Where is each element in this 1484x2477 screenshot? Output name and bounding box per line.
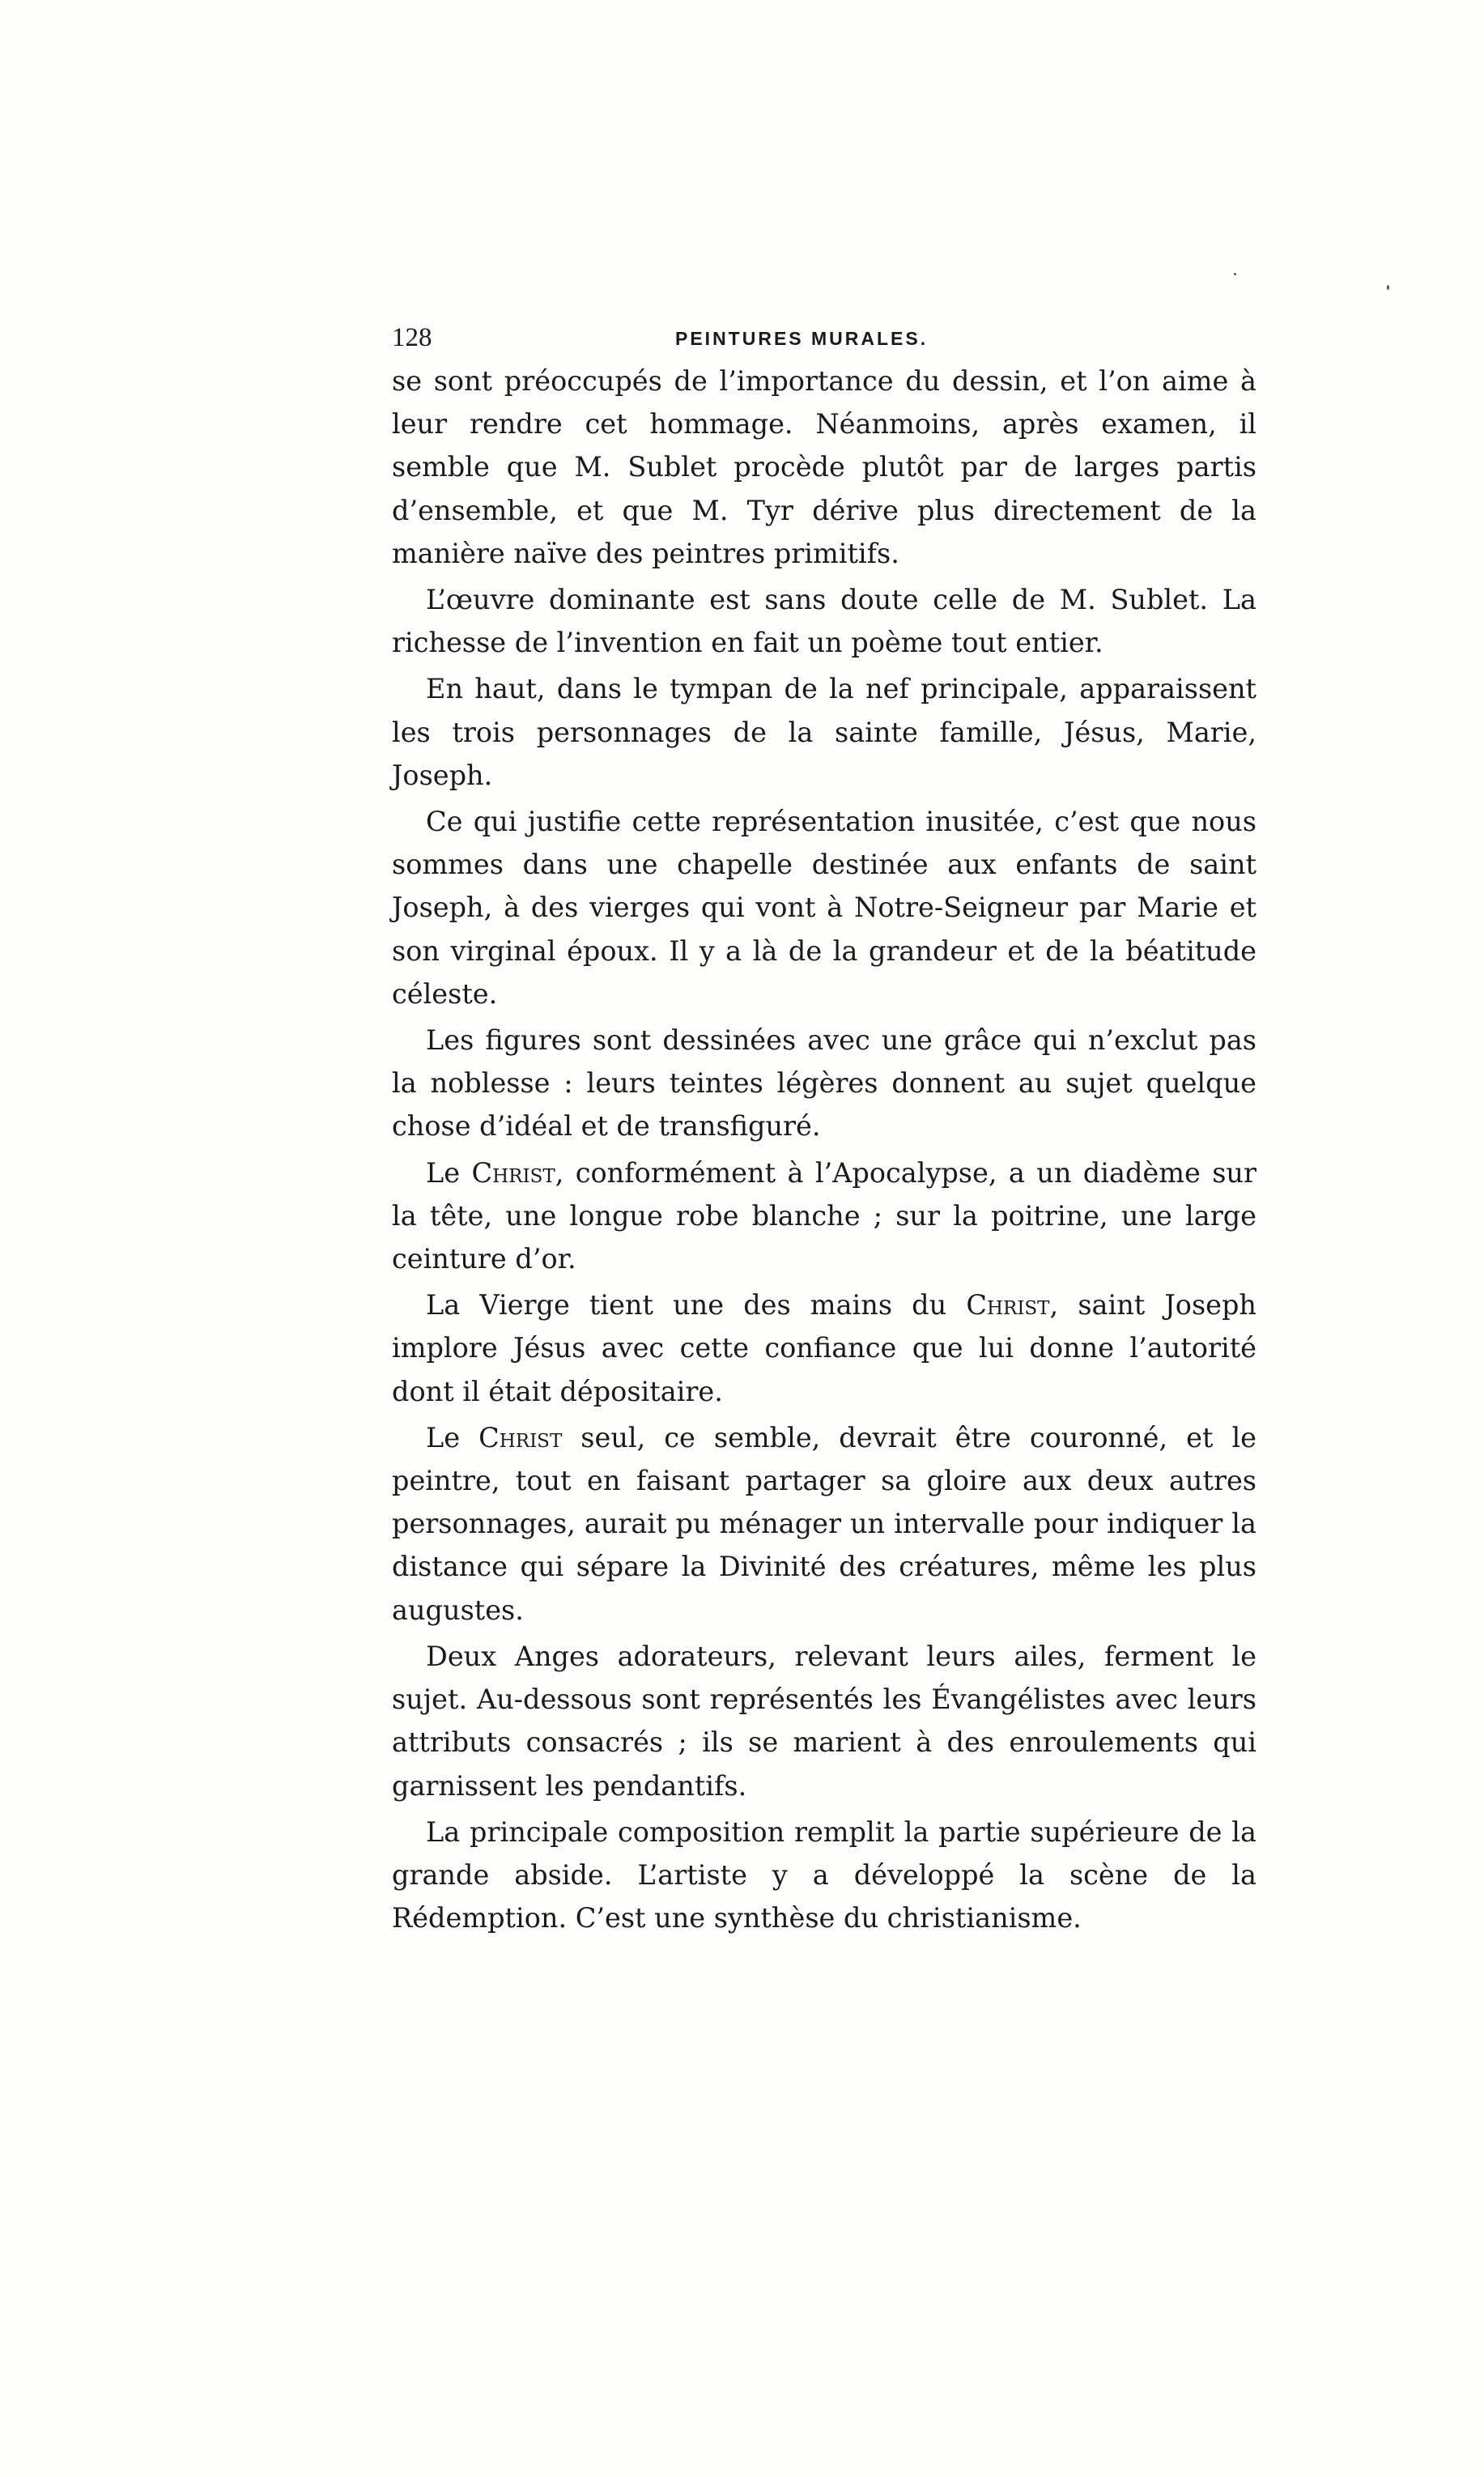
paragraph-text: Le bbox=[426, 1156, 472, 1189]
paragraph-text: seul, ce semble, devrait être couronné, et le peintre, tout en faisant partager sa gloire aux deux autres personnages, aurait pu ménager un intervalle pour indiquer la distance qui sépare la Divinité des créatures, même les plus augustes. bbox=[392, 1421, 1257, 1626]
paragraph bbox=[392, 1283, 1257, 1413]
paragraph: L’œuvre dominante est sans doute celle de M. Sublet. La richesse de l’invention en fait un poème tout entier. bbox=[392, 584, 1257, 659]
paragraph: se sont préoccupés de l’importance du dessin, et l’on aime à leur rendre cet hommage. Néanmoins, après examen, il semble que M. Sublet procède plutôt par de larges partis d’ensemble, et que M. Tyr dérive plus directement de la manière naïve des peintres primitifs. bbox=[392, 365, 1257, 569]
paper-speck bbox=[1234, 273, 1236, 275]
paragraph: Les figures sont dessinées avec une grâce qui n’exclut pas la noblesse : leurs teintes légères donnent au sujet quelque chose d’idéal et de transfiguré. bbox=[392, 1024, 1257, 1143]
christ-small-caps: Christ bbox=[471, 1156, 555, 1189]
paragraph-text: La Vierge tient une des mains du bbox=[426, 1289, 967, 1321]
paragraph-text: Le bbox=[426, 1421, 479, 1453]
running-title: PEINTURES MURALES. bbox=[675, 328, 929, 349]
page-text-block bbox=[392, 319, 1257, 1939]
christ-small-caps: Christ bbox=[478, 1421, 563, 1453]
paragraph-text: , saint Joseph implore Jésus avec cette confiance que lui donne l’autorité dont il était dépositaire. bbox=[392, 1289, 1257, 1407]
paragraph bbox=[392, 1416, 1257, 1632]
page-number: 128 bbox=[392, 323, 432, 352]
running-header bbox=[392, 319, 1257, 360]
paragraph: Ce qui justifie cette représentation inusitée, c’est que nous sommes dans une chapelle destinée aux enfants de saint Joseph, à des vierges qui vont à Notre-Seigneur par Marie et son virginal époux. Il y a là de la grandeur et de la béatitude céleste. bbox=[392, 806, 1257, 1010]
paragraph-text: , conformément à l’Apocalypse, a un diadème sur la tête, une longue robe blanche ; sur la poitrine, une large ceinture d’or. bbox=[392, 1156, 1257, 1275]
paragraph: La principale composition remplit la partie supérieure de la grande abside. L’artiste y a développé la scène de la Rédemption. C’est une synthèse du christianisme. bbox=[392, 1815, 1257, 1934]
paragraph: En haut, dans le tympan de la nef principale, apparaissent les trois personnages de la sainte famille, Jésus, Marie, Joseph. bbox=[392, 673, 1257, 791]
paragraph bbox=[392, 1151, 1257, 1281]
paragraph: Deux Anges adorateurs, relevant leurs ailes, ferment le sujet. Au-dessous sont représentés les Évangélistes avec leurs attributs consacrés ; ils se marient à des enroulements qui garnissent les pendantifs. bbox=[392, 1640, 1257, 1802]
christ-small-caps: Christ bbox=[966, 1289, 1050, 1321]
paper-speck bbox=[1387, 285, 1389, 290]
